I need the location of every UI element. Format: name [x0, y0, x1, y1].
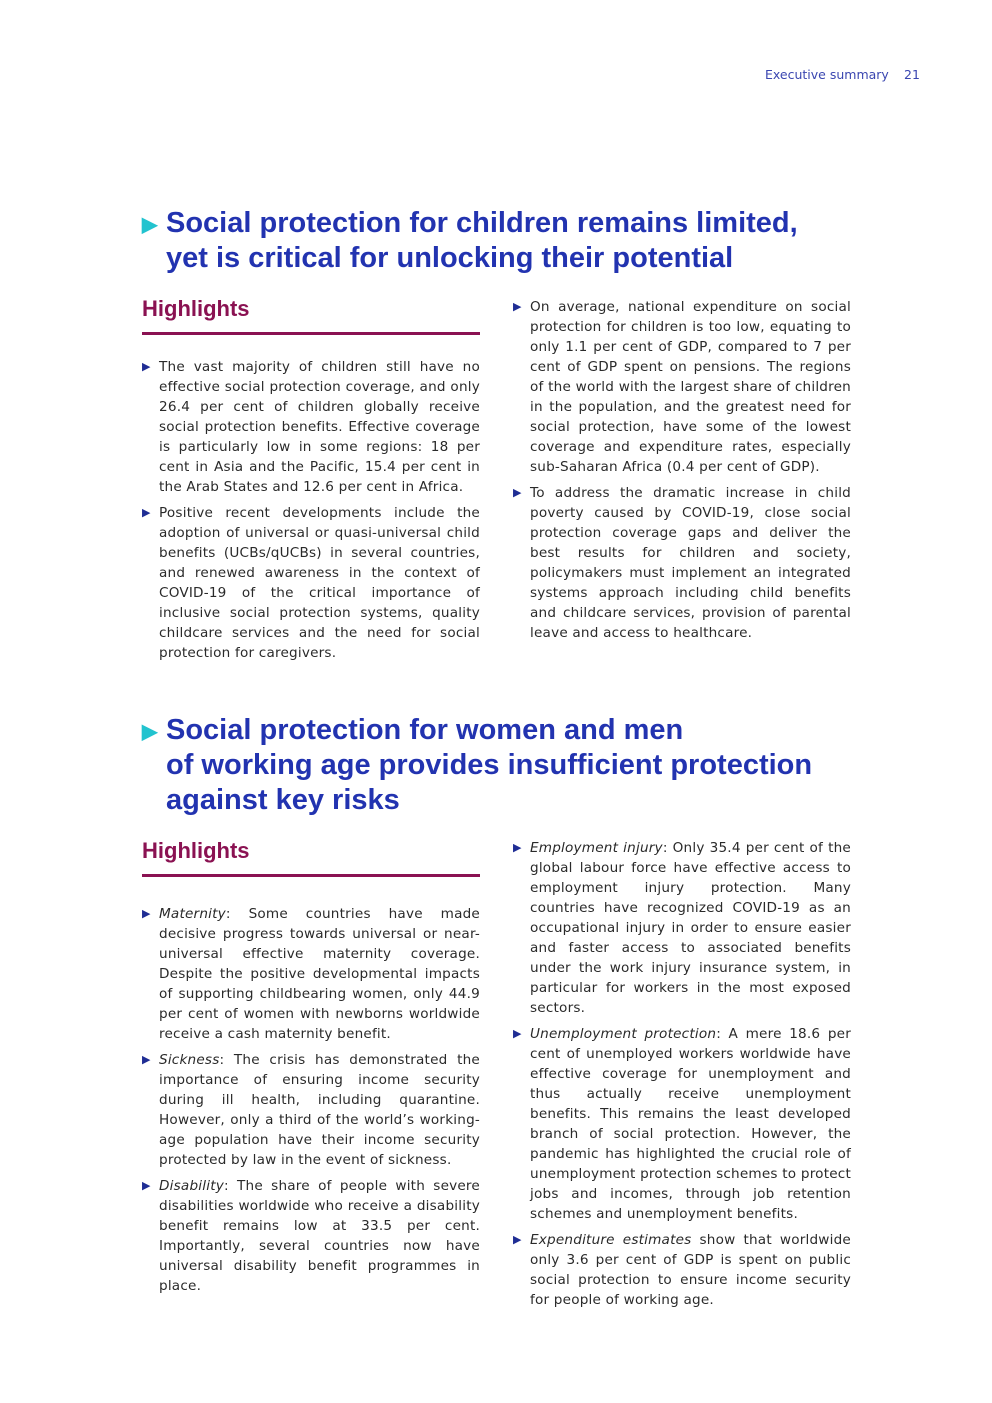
highlight-text: : Only 35.4 per cent of the global labour force have effective access to employment injury protection. Many countries have recognized COVID-19 as an occupational injury in order to ensure easier and faster access to associated benefits under the work injury insurance system, in particular for workers in the most exposed sectors.: [530, 840, 851, 1016]
highlight-text: : Some countries have made decisive progress towards universal or near-universal effective maternity coverage. Despite the positive developmental impacts of supporting childbearing women, only 44.9 per cent of women with newborns worldwide receive a cash maternity benefit.: [159, 906, 480, 1042]
highlight-item: [513, 297, 851, 477]
highlight-text: : A mere 18.6 per cent of unemployed workers worldwide have effective coverage for unemployment and thus actually receive unemployment benefits. This remains the least developed branch of social protection. However, the pandemic has highlighted the crucial role of unemployment protection schemes to protect jobs and incomes, through job retention schemes and unemployment benefits.: [530, 1026, 851, 1222]
triangle-bullet-icon: ▶: [142, 721, 158, 743]
highlight-item: [513, 1024, 851, 1224]
running-header-section: Executive summary: [765, 67, 889, 82]
highlight-item: [142, 904, 480, 1044]
highlight-text: On average, national expenditure on social protection for children is too low, equating to only 1.1 per cent of GDP, compared to 7 per cent of GDP spent on pensions. The regions of the world with the largest share of children in the population, and the greatest need for social protection, have some of the lowest coverage and expenditure rates, especially sub-Saharan Africa (0.4 per cent of GDP).: [530, 299, 851, 475]
highlight-lead: Disability: [159, 1178, 224, 1194]
section-title-children: ▶ Social protection for children remains limited, yet is critical for unlocking their potential: [142, 207, 798, 274]
highlight-item: [142, 1176, 480, 1296]
highlights-heading: Highlights: [142, 838, 480, 877]
highlight-text: The vast majority of children still have no effective social protection coverage, and only 26.4 per cent of children globally receive social protection benefits. Effective coverage is particularly low in some regions: 18 per cent in Asia and the Pacific, 15.4 per cent in the Arab States and 12.6 per cent in Africa.: [159, 359, 480, 495]
highlight-item: [142, 503, 480, 663]
section-title-working-age: ▶ Social protection for women and men of working age provides insufficient protection against key risks: [142, 714, 813, 816]
highlights-left-column: [142, 357, 480, 669]
triangle-bullet-icon: ▶: [142, 506, 151, 519]
highlight-item: [142, 1050, 480, 1170]
highlight-lead: Expenditure estimates: [530, 1232, 692, 1248]
triangle-bullet-icon: ▶: [513, 1233, 522, 1246]
triangle-bullet-icon: ▶: [513, 486, 522, 499]
page-number: 21: [904, 67, 920, 82]
triangle-bullet-icon: ▶: [142, 360, 151, 373]
highlight-text: : The share of people with severe disabilities worldwide who receive a disability benefit remains low at 33.5 per cent. Importantly, several countries now have universal disability benefit programmes in place.: [159, 1178, 480, 1294]
highlights-right-column: [513, 297, 851, 649]
highlight-item: [513, 483, 851, 643]
triangle-bullet-icon: ▶: [513, 1027, 522, 1040]
triangle-bullet-icon: ▶: [142, 214, 158, 236]
highlight-item: [513, 1230, 851, 1310]
triangle-bullet-icon: ▶: [513, 841, 522, 854]
triangle-bullet-icon: ▶: [142, 907, 151, 920]
highlights-right-column: [513, 838, 851, 1316]
highlight-item: [142, 357, 480, 497]
highlight-text: To address the dramatic increase in child poverty caused by COVID-19, close social protection coverage gaps and deliver the best results for children and society, policymakers must implement an integrated systems approach including child benefits and childcare services, provision of parental leave and access to healthcare.: [530, 485, 851, 641]
highlight-text: Positive recent developments include the adoption of universal or quasi-universal child benefits (UCBs/qUCBs) in several countries, and renewed awareness in the context of COVID-19 of the critical importance of inclusive social protection systems, quality childcare services and the need for social protection for caregivers.: [159, 505, 480, 661]
triangle-bullet-icon: ▶: [142, 1179, 151, 1192]
highlight-lead: Maternity: [159, 906, 226, 922]
highlights-heading: Highlights: [142, 296, 480, 335]
triangle-bullet-icon: ▶: [513, 300, 522, 313]
highlight-text: show that worldwide only 3.6 per cent of GDP is spent on public social protection to ensure income security for people of working age.: [530, 1232, 851, 1308]
highlight-lead: Employment injury: [530, 840, 663, 856]
highlight-lead: Unemployment protection: [530, 1026, 717, 1042]
highlight-lead: Sickness: [159, 1052, 220, 1068]
highlight-text: : The crisis has demonstrated the importance of ensuring income security during ill health, including quarantine. However, only a third of the world’s working-age population have their income security protected by law in the event of sickness.: [159, 1052, 480, 1168]
highlights-left-column: [142, 904, 480, 1302]
highlight-item: [513, 838, 851, 1018]
triangle-bullet-icon: ▶: [142, 1053, 151, 1066]
